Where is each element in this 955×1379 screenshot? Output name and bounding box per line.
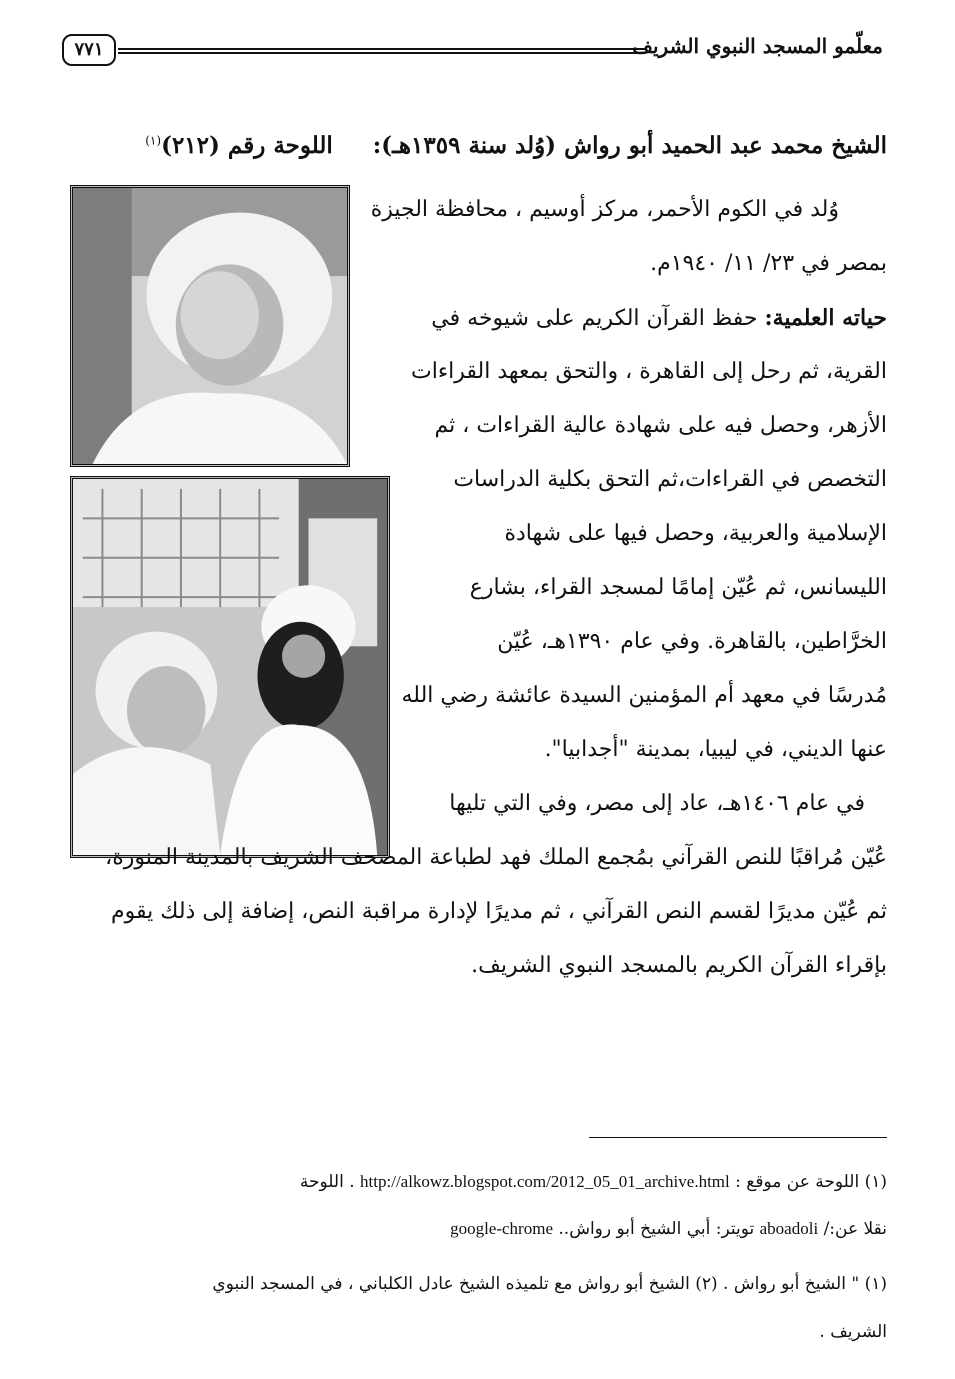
bio-line: حفظ القرآن الكريم على شيوخه في xyxy=(431,306,765,331)
running-title: معلّمو المسجد النبوي الشريف xyxy=(632,34,883,58)
bio-line: الإسلامية والعربية، وحصل فيها على شهادة xyxy=(504,521,887,546)
bio-line: الليسانس، ثم عُيّن إمامًا لمسجد القراء، بشارع xyxy=(469,575,887,600)
browser-tag: google-chrome xyxy=(450,1219,553,1238)
bio-line: بمصر في ٢٣/ ١١/ ١٩٤٠م. xyxy=(650,251,887,276)
footnote-marker: (١) xyxy=(145,133,162,148)
plate-label: اللوحة رقم (٢١٢) xyxy=(161,132,333,159)
bio-line: وُلد في الكوم الأحمر، مركز أوسيم ، محافظة الجيزة xyxy=(370,197,839,222)
header-rule xyxy=(118,48,645,54)
bio-line: في عام ١٤٠٦هـ، عاد إلى مصر، وفي التي تليها xyxy=(449,791,865,816)
twitter-handle: aboadoli xyxy=(759,1219,819,1238)
footnote-text: (١) اللوحة عن موقع : xyxy=(729,1172,887,1192)
bio-line: ثم عُيّن مديرًا لقسم النص القرآني ، ثم مديرًا لإدارة مراقبة النص، إضافة إلى ذلك يقوم xyxy=(111,899,887,924)
bio-line: الأزهر، وحصل فيه على شهادة عالية القراءات ، ثم xyxy=(434,413,887,438)
plate-heading xyxy=(67,132,887,159)
bio-line: عُيّن مُراقبًا للنص القرآني بمُجمع الملك فهد لطباعة المصحف الشريف بالمدينة المنورة، xyxy=(105,845,887,870)
footnote-text: . اللوحة xyxy=(299,1172,361,1192)
footnote-text: تويتر: أبي الشيخ أبو رواش.. xyxy=(552,1219,760,1239)
bio-line: بإقراء القرآن الكريم بالمسجد النبوي الشريف. xyxy=(471,953,887,978)
section-label: حياته العلمية: xyxy=(764,305,887,331)
bio-line: مُدرسًا في معهد أم المؤمنين السيدة عائشة رضي الله xyxy=(401,683,887,708)
bio-line: الخرَّاطين، بالقاهرة. وفي عام ١٣٩٠هـ، عُيّن xyxy=(497,629,887,654)
bio-line: عنها الديني، في ليبيا، بمدينة "أجدابيا". xyxy=(544,737,887,762)
footnote-2 xyxy=(57,1262,887,1306)
biography-text xyxy=(67,183,887,993)
page-number: ٧٧١ xyxy=(62,34,116,66)
footnote-separator xyxy=(589,1137,887,1138)
footnote-text: (١) " الشيخ أبو رواش . (٢) الشيخ أبو رواش مع تلميذه الشيخ عادل الكلباني ، في المسجد النبوي xyxy=(212,1274,887,1294)
footnote-1-cont xyxy=(57,1207,887,1251)
bio-line: التخصص في القراءات،ثم التحق بكلية الدراسات xyxy=(453,467,887,492)
footnote-text: الشريف . xyxy=(819,1322,887,1342)
footnote-2-cont xyxy=(57,1310,887,1354)
source-url: http://alkowz.blogspot.com/2012_05_01_archive.html xyxy=(360,1172,730,1191)
footnote-1 xyxy=(57,1160,887,1204)
footnote-text: نقلا عن:/ xyxy=(818,1219,887,1239)
bio-line: القرية، ثم رحل إلى القاهرة ، والتحق بمعهد القراءات xyxy=(411,359,887,384)
plate-name: الشيخ محمد عبد الحميد أبو رواش (وُلد سنة ١٣٥٩هـ): xyxy=(372,132,887,159)
